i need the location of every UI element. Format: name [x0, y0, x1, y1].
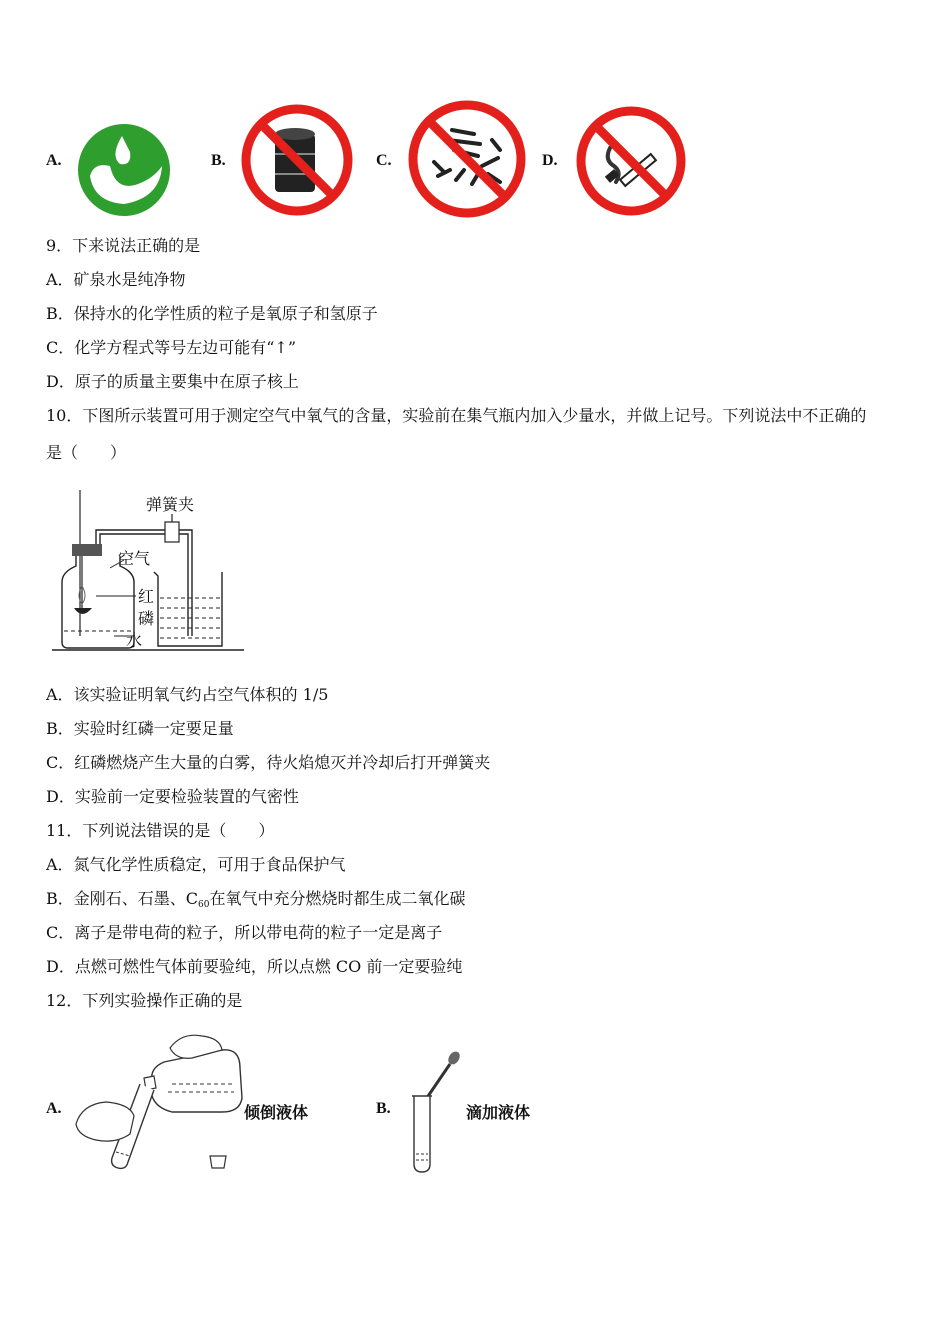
no-smoking-icon — [576, 106, 686, 216]
label-water: 水 — [126, 631, 143, 650]
no-stacking-firewood-icon — [408, 100, 526, 218]
q11-stem: 11．下列说法错误的是（ ） — [46, 821, 275, 840]
label-red-1: 红 — [138, 587, 155, 606]
q12-stem: 12．下列实验操作正确的是 — [46, 991, 243, 1010]
q8-option-c-label: C. — [376, 152, 392, 169]
label-red-2: 磷 — [138, 609, 155, 628]
q12-option-b-label: B. — [376, 1100, 391, 1117]
q12-option-a-label: A. — [46, 1100, 62, 1117]
q10-option-b: B．实验时红磷一定要足量 — [46, 719, 234, 738]
label-spring-clamp: 弹簧夹 — [146, 495, 195, 514]
q10-option-a: A．该实验证明氧气约占空气体积的 1/5 — [46, 685, 329, 704]
water-saving-logo-icon — [76, 122, 172, 218]
q12-option-a-caption: 倾倒液体 — [244, 1103, 309, 1122]
q10-option-c: C．红磷燃烧产生大量的白雾，待火焰熄灭并冷却后打开弹簧夹 — [46, 753, 491, 772]
q11-option-b-subscript: 60 — [198, 900, 210, 910]
q11-option-b — [46, 889, 465, 915]
pouring-liquid-figure — [72, 1028, 244, 1174]
q8-option-b-label: B. — [211, 152, 226, 169]
q9-option-a: A．矿泉水是纯净物 — [46, 270, 186, 289]
dropping-liquid-figure — [408, 1048, 468, 1174]
oxygen-measurement-apparatus — [48, 486, 248, 656]
label-air: 空气 — [118, 549, 151, 568]
q8-option-a-label: A. — [46, 152, 62, 169]
q12-option-b-caption: 滴加液体 — [466, 1103, 531, 1122]
q8-option-d-label: D. — [542, 152, 558, 169]
q9-stem: 9．下来说法正确的是 — [46, 236, 201, 255]
no-oil-drum-icon — [241, 104, 353, 216]
q11-option-d: D．点燃可燃性气体前要验纯，所以点燃 CO 前一定要验纯 — [46, 957, 463, 976]
q11-option-b-post: 在氧气中充分燃烧时都生成二氧化碳 — [209, 889, 466, 908]
q11-option-a: A．氮气化学性质稳定，可用于食品保护气 — [46, 855, 346, 874]
q10-option-d: D．实验前一定要检验装置的气密性 — [46, 787, 299, 806]
q11-option-b-pre: B．金刚石、石墨、C — [46, 889, 199, 908]
q9-option-b: B．保持水的化学性质的粒子是氧原子和氢原子 — [46, 304, 378, 323]
q9-option-d: D．原子的质量主要集中在原子核上 — [46, 372, 299, 391]
q11-option-c: C．离子是带电荷的粒子，所以带电荷的粒子一定是离子 — [46, 923, 443, 942]
q10-stem-line1: 10．下图所示装置可用于测定空气中氧气的含量，实验前在集气瓶内加入少量水，并做上记号。下列说法中不正确的 — [46, 406, 867, 425]
q10-stem-line2: 是（ ） — [46, 443, 127, 462]
q9-option-c: C．化学方程式等号左边可能有“↑” — [46, 338, 297, 357]
